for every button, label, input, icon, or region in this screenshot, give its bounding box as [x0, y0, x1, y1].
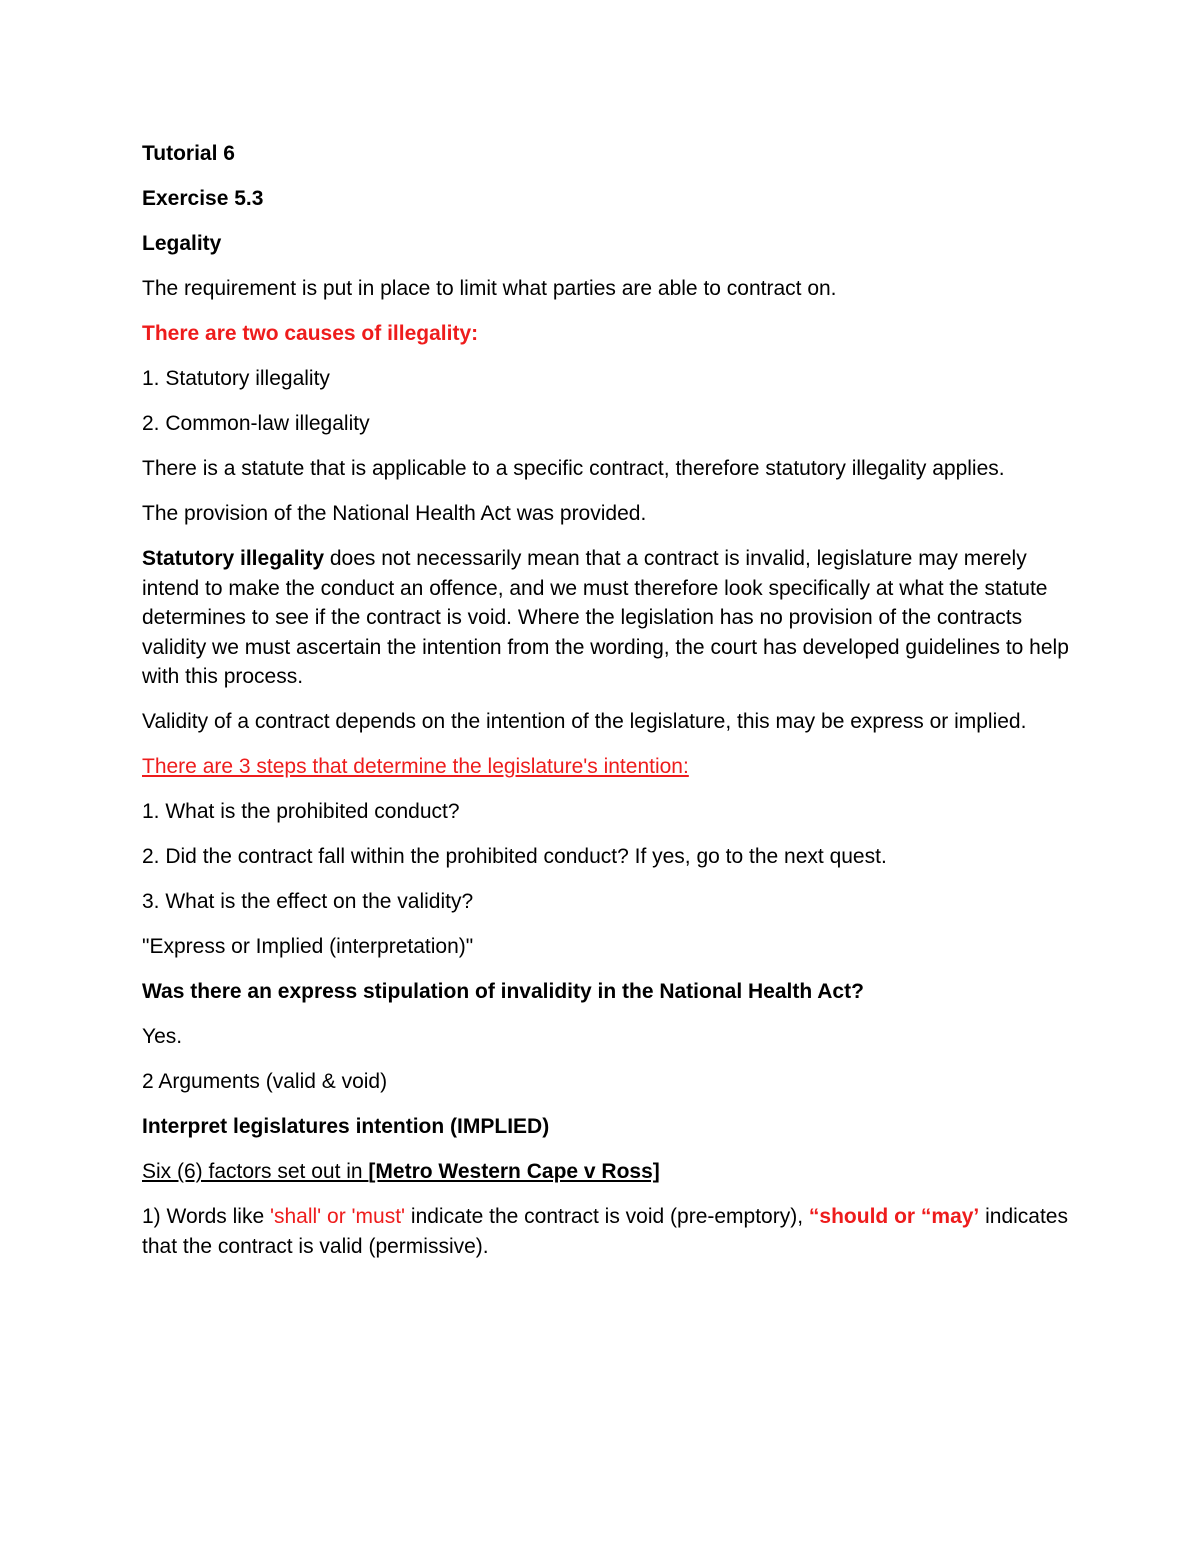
intro-paragraph: The requirement is put in place to limit what parties are able to contract on.: [142, 277, 837, 300]
causes-heading: There are two causes of illegality:: [142, 322, 479, 345]
interpret-heading: Interpret legislatures intention (IMPLIED): [142, 1115, 550, 1138]
exercise-heading: Exercise 5.3: [142, 187, 264, 210]
provision-paragraph: The provision of the National Health Act was provided.: [142, 502, 647, 525]
express-or-implied-quote: "Express or Implied (interpretation)": [142, 935, 474, 958]
factor-1-tail: indicates that the contract is valid (permissive).: [142, 1205, 1068, 1258]
step-item-2: 2. Did the contract fall within the prohibited conduct? If yes, go to the next quest.: [142, 845, 887, 868]
statute-applies-paragraph: There is a statute that is applicable to a specific contract, therefore statutory illegality applies.: [142, 457, 1005, 480]
case-citation: [Metro Western Cape v Ross]: [368, 1160, 660, 1183]
validity-paragraph: Validity of a contract depends on the intention of the legislature, this may be express or implied.: [142, 710, 1027, 733]
cause-item-statutory: 1. Statutory illegality: [142, 367, 330, 390]
statutory-illegality-paragraph: [142, 544, 1072, 692]
document-body: [142, 139, 1072, 1277]
section-heading-legality: Legality: [142, 232, 222, 255]
factors-line: [142, 1157, 1072, 1187]
arguments-text: 2 Arguments (valid & void): [142, 1070, 388, 1093]
step-item-3: 3. What is the effect on the validity?: [142, 890, 474, 913]
statutory-text: does not necessarily mean that a contract is invalid, legislature may merely intend to make the conduct an offence, and we must therefore look specifically at what the statute determines to see if the contract is void. Where the legislation has no provision of the contracts validity we must ascertain the intention from the wording, the court has developed guidelines to help with this process.: [142, 547, 1069, 688]
factor-1-paragraph: [142, 1202, 1072, 1261]
cause-item-common-law: 2. Common-law illegality: [142, 412, 370, 435]
factors-prefix: Six (6) factors set out in: [142, 1160, 369, 1183]
step-item-1: 1. What is the prohibited conduct?: [142, 800, 460, 823]
question-heading: Was there an express stipulation of invalidity in the National Health Act?: [142, 980, 864, 1003]
factor-1-mid: indicate the contract is void (pre-emptory),: [405, 1205, 809, 1228]
steps-heading: There are 3 steps that determine the legislature's intention:: [142, 755, 689, 778]
factor-1-should-may: “should or “may’: [808, 1205, 980, 1228]
factor-1-lead: 1) Words like: [142, 1205, 270, 1228]
statutory-term: Statutory illegality: [142, 547, 325, 570]
tutorial-title: Tutorial 6: [142, 142, 235, 165]
factor-1-shall-must: 'shall' or 'must': [269, 1205, 406, 1228]
answer-text: Yes.: [142, 1025, 183, 1048]
